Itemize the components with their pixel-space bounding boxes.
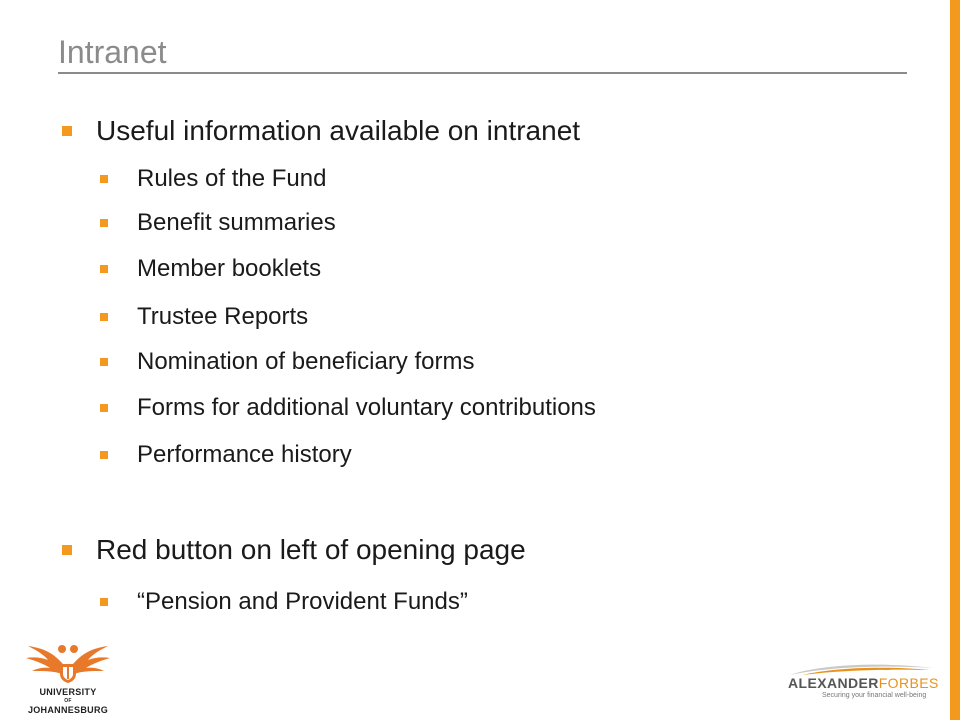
list-item-rules (100, 165, 326, 193)
university-line-3: JOHANNESBURG (27, 705, 109, 715)
alexander-forbes-tagline: Securing your financial well-being (822, 692, 927, 699)
university-line-2: OF (64, 698, 72, 704)
alexander-forbes-wordmark (788, 675, 939, 691)
university-of-johannesburg-logo (22, 638, 114, 718)
square-bullet-icon (62, 545, 72, 555)
section-heading-useful-information (62, 115, 580, 147)
list-item-nomination-forms (100, 348, 474, 376)
list-item-text: Performance history (137, 441, 352, 468)
list-item-text: “Pension and Provident Funds” (137, 588, 468, 615)
section-heading-red-button (62, 534, 526, 566)
square-bullet-icon (100, 404, 108, 412)
square-bullet-icon (100, 358, 108, 366)
list-item-trustee-reports (100, 303, 308, 331)
section-heading-text: Red button on left of opening page (96, 534, 526, 565)
square-bullet-icon (100, 175, 108, 183)
list-item-performance-history (100, 441, 352, 469)
right-accent-bar (950, 0, 960, 720)
list-item-text: Rules of the Fund (137, 165, 327, 192)
list-item-member-booklets (100, 255, 321, 283)
square-bullet-icon (100, 219, 108, 227)
wordmark-part-2: FORBES (878, 675, 939, 691)
list-item-avc-forms (100, 394, 596, 422)
list-item-text: Member booklets (137, 255, 322, 282)
list-item-text: Nomination of beneficiary forms (137, 348, 475, 375)
square-bullet-icon (100, 598, 108, 606)
list-item-benefit-summaries (100, 209, 336, 237)
university-crest-icon (22, 638, 114, 684)
square-bullet-icon (62, 126, 72, 136)
list-item-text: Benefit summaries (137, 209, 336, 236)
title-underline (58, 72, 907, 74)
square-bullet-icon (100, 451, 108, 459)
section-heading-text: Useful information available on intranet (96, 115, 581, 146)
wordmark-part-1: ALEXANDER (788, 675, 879, 691)
university-line-1: UNIVERSITY (39, 687, 97, 697)
square-bullet-icon (100, 265, 108, 273)
list-item-text: Trustee Reports (137, 303, 309, 330)
list-item-text: Forms for additional voluntary contributions (137, 394, 596, 421)
swoosh-icon (782, 662, 942, 676)
alexander-forbes-logo (782, 662, 942, 702)
square-bullet-icon (100, 313, 108, 321)
list-item-pension-funds (100, 588, 468, 616)
slide-title: Intranet (58, 34, 167, 70)
